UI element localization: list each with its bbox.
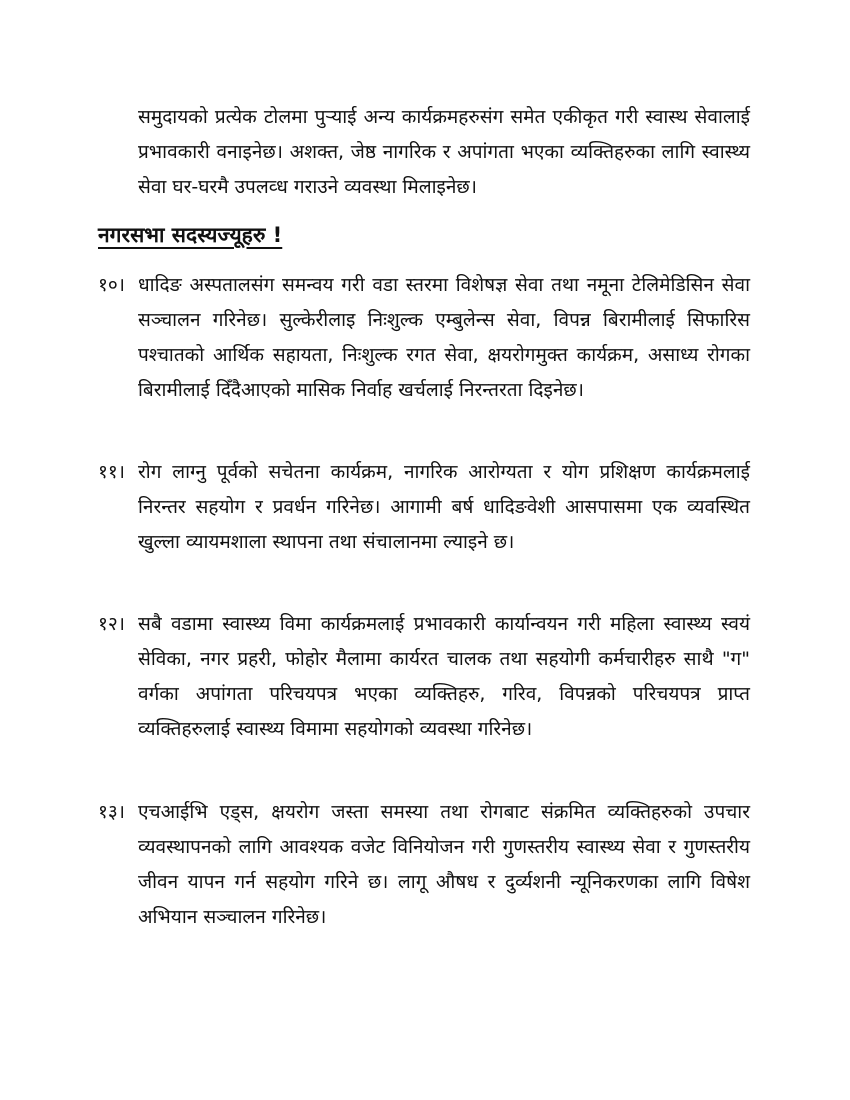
item-text: रोग लाग्नु पूर्वको सचेतना कार्यक्रम, नागरिक आरोग्यता र योग प्रशिक्षण कार्यक्रमलाई निरन्तर सहयोग र प्रवर्धन गरिनेछ। आगामी बर्ष धादिङवेशी आसपासमा एक व्यवस्थित खुल्ला व्यायमशाला स्थापना तथा संचालानमा ल्याइने छ। — [138, 461, 750, 553]
section-heading: नगरसभा सदस्यज्यूहरु ! — [98, 223, 283, 247]
intro-paragraph: समुदायको प्रत्येक टोलमा पुऱ्याई अन्य कार्यक्रमहरुसंग समेत एकीकृत गरी स्वास्थ सेवालाई प्रभावकारी वनाइनेछ। अशक्त, जेष्ठ नागरिक र अपांगता भएका व्यक्तिहरुका लागि स्वास्थ्य सेवा घर-घरमै उपलव्ध गराउने व्यवस्था मिलाइनेछ। — [138, 106, 750, 198]
item-text: एचआईभि एड्स, क्षयरोग जस्ता समस्या तथा रोगबाट संक्रमित व्यक्तिहरुको उपचार व्यवस्थापनको लागि आवश्यक वजेट विनियोजन गरी गुणस्तरीय स्वास्थ्य सेवा र गुणस्तरीय जीवन यापन गर्न सहयोग गरिने छ। लागू औषध र दुर्व्यशनी न्यूनिकरणका लागि विषेश अभियान सञ्चालन गरिनेछ। — [138, 801, 750, 928]
item-text: सबै वडामा स्वास्थ्य विमा कार्यक्रमलाई प्रभावकारी कार्यान्वयन गरी महिला स्वास्थ्य स्वयं सेविका, नगर प्रहरी, फोहोर मैलामा कार्यरत चालक तथा सहयोगी कर्मचारीहरु साथै "ग" वर्गका अपांगता परिचयपत्र भएका व्यक्तिहरु, गरिव, विपन्नको परिचयपत्र प्राप्त व्यक्तिहरुलाई स्वास्थ्य विमामा सहयोगको व्यवस्था गरिनेछ। — [138, 613, 750, 740]
list-item — [98, 268, 750, 408]
item-number: १३। — [98, 801, 125, 823]
list-item — [98, 607, 750, 747]
list-item — [98, 455, 750, 560]
list-item — [98, 795, 750, 935]
item-number: १२। — [98, 613, 125, 635]
item-text: धादिङ अस्पतालसंग समन्वय गरी वडा स्तरमा विशेषज्ञ सेवा तथा नमूना टेलिमेडिसिन सेवा सञ्चालन गरिनेछ। सुल्केरीलाइ निःशुल्क एम्बुलेन्स सेवा, विपन्न बिरामीलाई सिफारिस पश्चातको आर्थिक सहायता, निःशुल्क रगत सेवा, क्षयरोगमुक्त कार्यक्रम, असाध्य रोगका बिरामीलाई दिँदैआएको मासिक निर्वाह खर्चलाई निरन्तरता दिइनेछ। — [138, 274, 750, 401]
item-number: ११। — [98, 461, 125, 483]
item-number: १०। — [98, 274, 125, 296]
